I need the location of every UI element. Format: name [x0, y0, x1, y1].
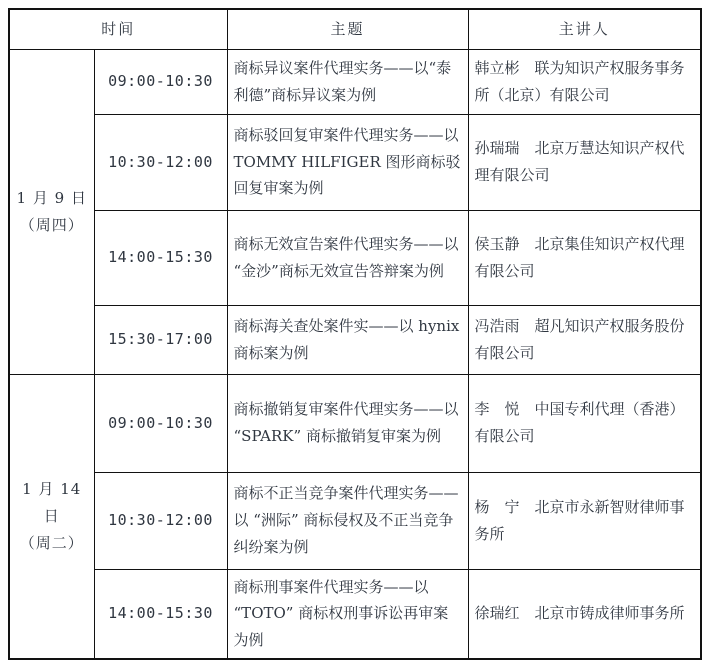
time-cell: 15:30-17:00: [94, 305, 227, 374]
table-row: [9, 114, 701, 210]
topic-cell: 商标异议案件代理实务——以“泰利德”商标异议案为例: [227, 49, 468, 114]
table-row: [9, 210, 701, 305]
time-cell: 14:00-15:30: [94, 210, 227, 305]
weekday-line: （周二）: [19, 533, 84, 552]
date-cell-jan9: [9, 49, 94, 374]
speaker-cell: 孙瑞瑞 北京万慧达知识产权代理有限公司: [468, 114, 701, 210]
date-line: 1 月 9 日: [16, 188, 87, 207]
header-time: 时间: [9, 9, 227, 49]
table-row: [9, 569, 701, 659]
time-cell: 10:30-12:00: [94, 472, 227, 569]
seminar-schedule-table: [8, 8, 702, 660]
table-row: [9, 472, 701, 569]
table-row: [9, 374, 701, 472]
date-cell-jan14: [9, 374, 94, 659]
table-header-row: [9, 9, 701, 49]
time-cell: 09:00-10:30: [94, 49, 227, 114]
table-row: [9, 305, 701, 374]
topic-cell: 商标驳回复审案件代理实务——以 TOMMY HILFIGER 图形商标驳回复审案为例: [227, 114, 468, 210]
date-line: 1 月 14 日: [22, 480, 82, 525]
speaker-cell: 冯浩雨 超凡知识产权服务股份有限公司: [468, 305, 701, 374]
topic-cell: 商标刑事案件代理实务——以 “TOTO” 商标权刑事诉讼再审案为例: [227, 569, 468, 659]
speaker-cell: 杨 宁 北京市永新智财律师事务所: [468, 472, 701, 569]
topic-cell: 商标海关查处案件实——以 hynix 商标案为例: [227, 305, 468, 374]
header-topic: 主题: [227, 9, 468, 49]
table-row: [9, 49, 701, 114]
time-cell: 14:00-15:30: [94, 569, 227, 659]
topic-cell: 商标不正当竞争案件代理实务——以 “洲际” 商标侵权及不正当竞争纠纷案为例: [227, 472, 468, 569]
speaker-cell: 李 悦 中国专利代理（香港）有限公司: [468, 374, 701, 472]
speaker-cell: 韩立彬 联为知识产权服务事务所（北京）有限公司: [468, 49, 701, 114]
time-cell: 09:00-10:30: [94, 374, 227, 472]
speaker-cell: 侯玉静 北京集佳知识产权代理有限公司: [468, 210, 701, 305]
speaker-cell: 徐瑞红 北京市铸成律师事务所: [468, 569, 701, 659]
header-speaker: 主讲人: [468, 9, 701, 49]
topic-cell: 商标无效宣告案件代理实务——以“金沙”商标无效宣告答辩案为例: [227, 210, 468, 305]
topic-cell: 商标撤销复审案件代理实务——以 “SPARK” 商标撤销复审案为例: [227, 374, 468, 472]
time-cell: 10:30-12:00: [94, 114, 227, 210]
weekday-line: （周四）: [19, 215, 84, 234]
